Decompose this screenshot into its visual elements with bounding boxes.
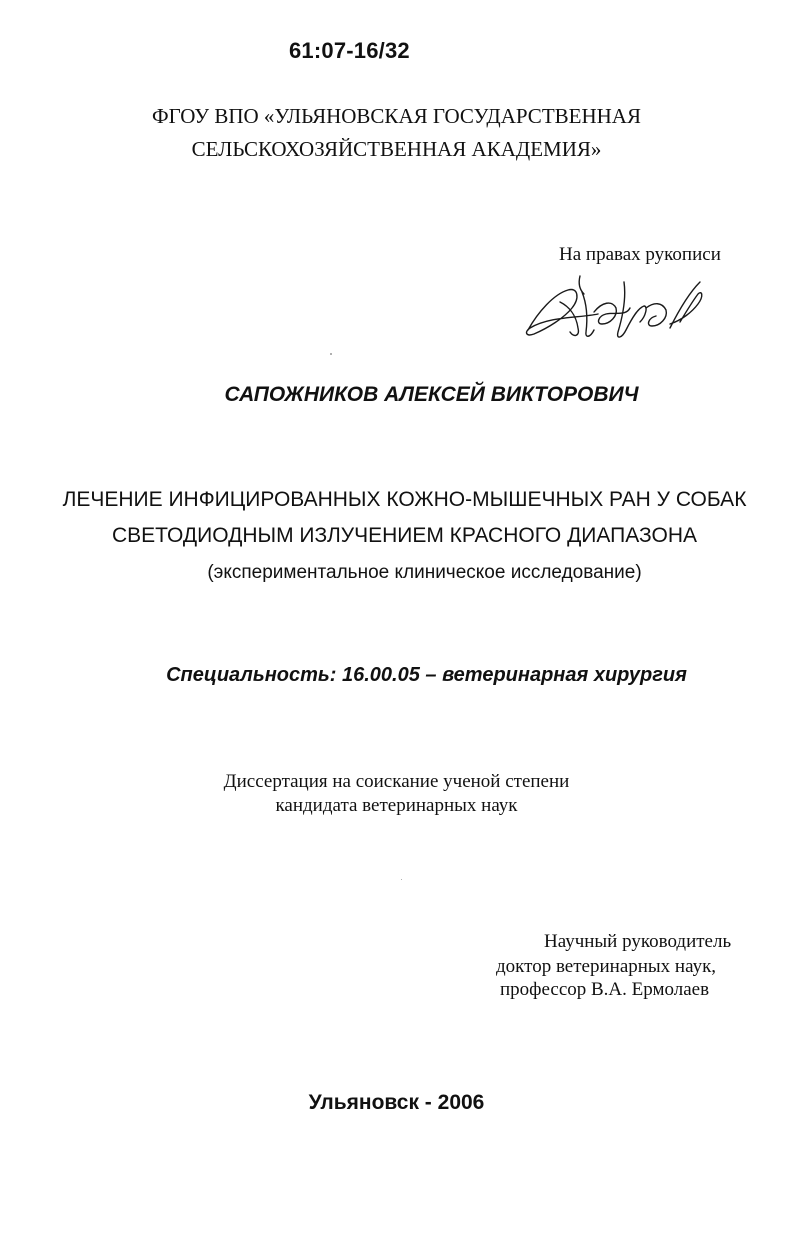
scan-speck bbox=[330, 353, 332, 355]
scan-speck bbox=[401, 879, 402, 880]
specialty-line: Специальность: 16.00.05 – ветеринарная хирургия bbox=[166, 664, 687, 686]
dissertation-subtitle: (экспериментальное клиническое исследование) bbox=[207, 562, 642, 583]
advisor-role: Научный руководитель bbox=[544, 931, 732, 952]
document-code: 61:07-16/32 bbox=[289, 38, 410, 63]
manuscript-rights-note: На правах рукописи bbox=[559, 244, 721, 265]
advisor-degree: доктор ветеринарных наук, bbox=[496, 956, 717, 977]
degree-line1: Диссертация на соискание ученой степени bbox=[223, 771, 570, 792]
dissertation-title-line1: ЛЕЧЕНИЕ ИНФИЦИРОВАННЫХ КОЖНО-МЫШЕЧНЫХ РАН У СОБАК bbox=[62, 488, 747, 511]
advisor-name: профессор В.А. Ермолаев bbox=[500, 979, 710, 1000]
institution-name-line2: СЕЛЬСКОХОЗЯЙСТВЕННАЯ АКАДЕМИЯ» bbox=[191, 137, 602, 161]
author-name: САПОЖНИКОВ АЛЕКСЕЙ ВИКТОРОВИЧ bbox=[224, 383, 639, 406]
degree-line2: кандидата ветеринарных наук bbox=[275, 795, 518, 816]
city-year: Ульяновск - 2006 bbox=[308, 1091, 485, 1114]
handwritten-signature bbox=[520, 272, 710, 352]
institution-name-line1: ФГОУ ВПО «УЛЬЯНОВСКАЯ ГОСУДАРСТВЕННАЯ bbox=[152, 104, 641, 128]
dissertation-title-line2: СВЕТОДИОДНЫМ ИЗЛУЧЕНИЕМ КРАСНОГО ДИАПАЗОНА bbox=[111, 524, 697, 547]
